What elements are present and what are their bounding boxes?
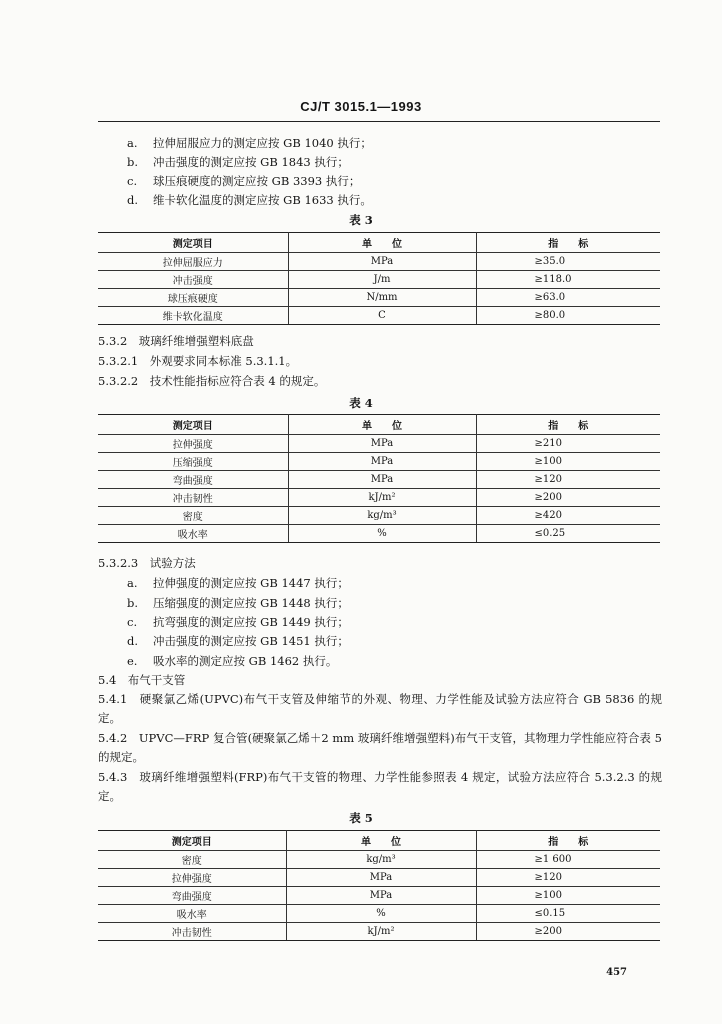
table4-cell: kJ/m² — [288, 489, 476, 507]
paragraph-5-4-2: 5.4.2 UPVC—FRP 复合管(硬聚氯乙烯＋2 mm 玻璃纤维增强塑料)布气干支管，其物理力学性能应符合表 5 的规定。 — [98, 731, 662, 764]
table3-cell: ≥35.0 — [476, 253, 660, 271]
list-b-item-5: 吸水率的测定应按 GB 1462 执行。 — [153, 654, 338, 668]
table4-cell: 吸水率 — [98, 525, 288, 543]
table-row — [98, 471, 660, 489]
table3-cell: ≥63.0 — [476, 289, 660, 307]
table5-header-item: 测定项目 — [98, 831, 286, 851]
table5-cell: 弯曲强度 — [98, 887, 286, 905]
list-a-item-3: 球压痕硬度的测定应按 GB 3393 执行； — [153, 174, 361, 188]
table3-cell: MPa — [288, 253, 476, 271]
table3-cell: C — [288, 307, 476, 325]
table3 — [98, 232, 660, 325]
table3-cell: 维卡软化温度 — [98, 307, 288, 325]
table3-cell: 拉伸屈服应力 — [98, 253, 288, 271]
table5-cell: kJ/m² — [286, 923, 476, 941]
table4-cell: ≥200 — [476, 489, 660, 507]
table4-cell: 密度 — [98, 507, 288, 525]
table5-cell: ≥200 — [476, 923, 660, 941]
section-5-4: 5.4 布气干支管 — [98, 673, 186, 687]
table4-cell: MPa — [288, 471, 476, 489]
section-5-3-2: 5.3.2 玻璃纤维增强塑料底盘 — [98, 334, 254, 348]
list-a-marker-2: b. — [127, 155, 139, 169]
table3-cell: ≥80.0 — [476, 307, 660, 325]
table5-header-spec: 指 标 — [476, 831, 660, 851]
table4-header-row — [98, 415, 660, 435]
table5-cell: % — [286, 905, 476, 923]
table5-cell: 冲击韧性 — [98, 923, 286, 941]
table-row — [98, 923, 660, 941]
table4-cell: % — [288, 525, 476, 543]
table4-cell: 冲击韧性 — [98, 489, 288, 507]
table3-cell: 冲击强度 — [98, 271, 288, 289]
table3-cell: N/mm — [288, 289, 476, 307]
table4-header-item: 测定项目 — [98, 415, 288, 435]
table-row — [98, 289, 660, 307]
table4-header-unit: 单 位 — [288, 415, 476, 435]
page-number: 457 — [606, 967, 627, 978]
table3-cell: 球压痕硬度 — [98, 289, 288, 307]
list-a-item-2: 冲击强度的测定应按 GB 1843 执行； — [153, 155, 349, 169]
table5-cell: 拉伸强度 — [98, 869, 286, 887]
table3-cell: ≥118.0 — [476, 271, 660, 289]
table3-cell: J/m — [288, 271, 476, 289]
section-5-3-2-2: 5.3.2.2 技术性能指标应符合表 4 的规定。 — [98, 374, 326, 388]
table4-cell: ≥210 — [476, 435, 660, 453]
table5-cell: ≥100 — [476, 887, 660, 905]
list-a-marker-3: c. — [127, 174, 138, 188]
paragraph-5-4-3: 5.4.3 玻璃纤维增强塑料(FRP)布气干支管的物理、力学性能参照表 4 规定，试验方法应符合 5.3.2.3 的规定。 — [98, 770, 662, 803]
table-row — [98, 271, 660, 289]
list-b-marker-1: a. — [127, 576, 138, 590]
table4-caption: 表 4 — [349, 396, 373, 410]
list-b-marker-2: b. — [127, 596, 139, 610]
list-a-item-4: 维卡软化温度的测定应按 GB 1633 执行。 — [153, 193, 372, 207]
table5-cell: ≥120 — [476, 869, 660, 887]
list-b-marker-5: e. — [127, 654, 138, 668]
table-row — [98, 905, 660, 923]
table5-caption: 表 5 — [349, 811, 373, 825]
table5-cell: MPa — [286, 887, 476, 905]
table4-cell: MPa — [288, 453, 476, 471]
table5-cell: 吸水率 — [98, 905, 286, 923]
table4-cell: ≥100 — [476, 453, 660, 471]
list-b-item-4: 冲击强度的测定应按 GB 1451 执行； — [153, 634, 349, 648]
table3-caption: 表 3 — [349, 213, 373, 227]
table5-cell: kg/m³ — [286, 851, 476, 869]
table3-header-row — [98, 233, 660, 253]
list-b-item-1: 拉伸强度的测定应按 GB 1447 执行； — [153, 576, 349, 590]
table4-cell: kg/m³ — [288, 507, 476, 525]
table4-cell: 压缩强度 — [98, 453, 288, 471]
table-row — [98, 435, 660, 453]
table5-cell: ≥1 600 — [476, 851, 660, 869]
table-row — [98, 525, 660, 543]
table4-header-spec: 指 标 — [476, 415, 660, 435]
table-row — [98, 489, 660, 507]
list-b-item-3: 抗弯强度的测定应按 GB 1449 执行； — [153, 615, 349, 629]
table4-cell: ≥420 — [476, 507, 660, 525]
table4 — [98, 414, 660, 543]
list-b-marker-4: d. — [127, 634, 139, 648]
table-row — [98, 887, 660, 905]
table5-cell: MPa — [286, 869, 476, 887]
table3-header-spec: 指 标 — [476, 233, 660, 253]
table-row — [98, 453, 660, 471]
table5 — [98, 830, 660, 941]
table5-cell: ≤0.15 — [476, 905, 660, 923]
table4-cell: 弯曲强度 — [98, 471, 288, 489]
table4-cell: MPa — [288, 435, 476, 453]
table3-header-item: 测定项目 — [98, 233, 288, 253]
list-a-marker-4: d. — [127, 193, 139, 207]
section-5-3-2-3: 5.3.2.3 试验方法 — [98, 556, 196, 570]
table4-cell: ≤0.25 — [476, 525, 660, 543]
table5-cell: 密度 — [98, 851, 286, 869]
paragraph-5-4-1: 5.4.1 硬聚氯乙烯(UPVC)布气干支管及伸缩节的外观、物理、力学性能及试验方法应符合 GB 5836 的规定。 — [98, 692, 662, 725]
table4-cell: ≥120 — [476, 471, 660, 489]
header-rule — [98, 121, 660, 122]
table-row — [98, 253, 660, 271]
table3-header-unit: 单 位 — [288, 233, 476, 253]
table4-cell: 拉伸强度 — [98, 435, 288, 453]
table-row — [98, 869, 660, 887]
section-5-3-2-1: 5.3.2.1 外观要求同本标准 5.3.1.1。 — [98, 354, 298, 368]
document-header: CJ/T 3015.1—1993 — [300, 99, 422, 114]
table-row — [98, 507, 660, 525]
list-a-marker-1: a. — [127, 136, 138, 150]
table5-header-row — [98, 831, 660, 851]
list-b-marker-3: c. — [127, 615, 138, 629]
list-b-item-2: 压缩强度的测定应按 GB 1448 执行； — [153, 596, 349, 610]
table-row — [98, 851, 660, 869]
list-a-item-1: 拉伸屈服应力的测定应按 GB 1040 执行； — [153, 136, 372, 150]
table5-header-unit: 单 位 — [286, 831, 476, 851]
table-row — [98, 307, 660, 325]
